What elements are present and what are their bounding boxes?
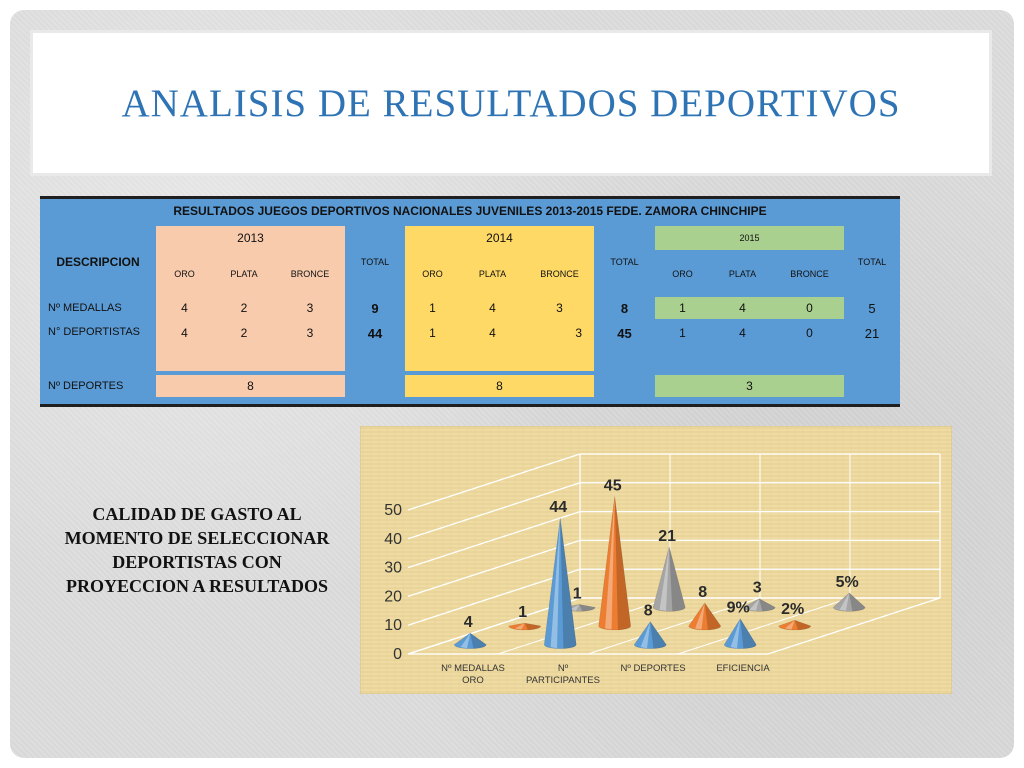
data-label: 1 [572,585,582,603]
cell-medallas-plata-2015: 4 [710,297,775,319]
col-plata-2015: PLATA [710,250,775,297]
col-total-2015: TOTAL [844,226,900,297]
x-category-label: ORO [462,675,484,686]
col-oro-2014: ORO [405,250,460,297]
col-bronce-2013: BRONCE [275,250,345,297]
cell-medallas-total-2014: 8 [594,297,655,319]
cell-deportistas-plata-2015: 4 [710,319,775,371]
data-label: 4 [463,614,473,632]
cell-deportistas-oro-2014: 1 [405,319,460,371]
data-label: 8 [643,602,653,620]
col-total-2013: TOTAL [345,226,405,297]
col-oro-2013: ORO [156,250,213,297]
x-category-label: EFICIENCIA [716,663,770,674]
y-tick-label: 30 [384,559,402,577]
x-category-label: PARTICIPANTES [526,675,600,686]
data-label: 21 [658,527,677,545]
cell-medallas-plata-2014: 4 [460,297,525,319]
row-label-deportistas: N° DEPORTISTAS [40,319,156,371]
cell-deportistas-oro-2015: 1 [655,319,710,371]
cell-medallas-bronce-2014: 3 [525,297,594,319]
col-total-2014: TOTAL [594,226,655,297]
cell-deportistas-total-2014: 45 [594,319,655,371]
data-label: 2% [781,601,805,619]
cell-medallas-plata-2013: 2 [213,297,275,319]
x-category-label: Nº [557,663,569,674]
cell-deportistas-total-2013: 44 [345,319,405,371]
cell-deportistas-bronce-2013: 3 [275,319,345,371]
cell-medallas-oro-2013: 4 [156,297,213,319]
col-bronce-2014: BRONCE [525,250,594,297]
data-label: 3 [752,579,762,597]
cell-deportistas-oro-2013: 4 [156,319,213,371]
table-caption: RESULTADOS JUEGOS DEPORTIVOS NACIONALES JUVENILES 2013-2015 FEDE. ZAMORA CHINCHIPE [40,199,900,223]
x-category-label: Nº MEDALLAS [441,663,505,674]
data-label: 45 [603,477,622,495]
year-2014-header: 2014 [405,226,594,250]
col-oro-2015: ORO [655,250,710,297]
cell-medallas-oro-2015: 1 [655,297,710,319]
cell-deportistas-bronce-2015: 0 [775,319,844,371]
col-plata-2014: PLATA [460,250,525,297]
row-label-medallas: Nº MEDALLAS [40,297,156,319]
description-header: DESCRIPCION [40,226,156,297]
y-tick-label: 40 [384,530,402,548]
cell-deportistas-total-2015: 21 [844,319,900,371]
cell-deportistas-plata-2013: 2 [213,319,275,371]
title-box [30,30,992,176]
cell-medallas-total-2013: 9 [345,297,405,319]
col-plata-2013: PLATA [213,250,275,297]
data-label: 44 [549,498,568,516]
cone-chart [360,426,952,694]
data-label: 8 [698,583,708,601]
cell-deportistas-bronce-2014: 3 [525,319,594,371]
cell-deportes-2013: 8 [156,375,345,397]
cell-deportes-total-2013 [345,371,405,401]
data-label: 5% [835,573,859,591]
data-label: 9% [726,599,750,617]
cell-medallas-bronce-2015: 0 [775,297,844,319]
cell-medallas-bronce-2013: 3 [275,297,345,319]
cell-deportes-2015: 3 [655,375,844,397]
cell-deportistas-plata-2014: 4 [460,319,525,371]
cell-medallas-oro-2014: 1 [405,297,460,319]
year-2015-header: 2015 [655,226,844,250]
slide-title: ANALISIS DE RESULTADOS DEPORTIVOS [121,82,901,125]
y-tick-label: 20 [384,588,402,606]
col-bronce-2015: BRONCE [775,250,844,297]
y-tick-label: 10 [384,617,402,635]
cell-deportes-2014: 8 [405,375,594,397]
row-label-deportes: Nº DEPORTES [40,371,156,401]
data-label: 1 [518,604,528,622]
x-category-label: Nº DEPORTES [620,663,686,674]
results-table [40,196,900,407]
cell-medallas-total-2015: 5 [844,297,900,319]
y-tick-label: 50 [384,502,402,519]
y-tick-label: 0 [393,646,402,663]
year-2013-header: 2013 [156,226,345,250]
side-caption: CALIDAD DE GASTO AL MOMENTO DE SELECCIONAR DEPORTISTAS CON PROYECCION A RESULTADOS [64,504,330,596]
